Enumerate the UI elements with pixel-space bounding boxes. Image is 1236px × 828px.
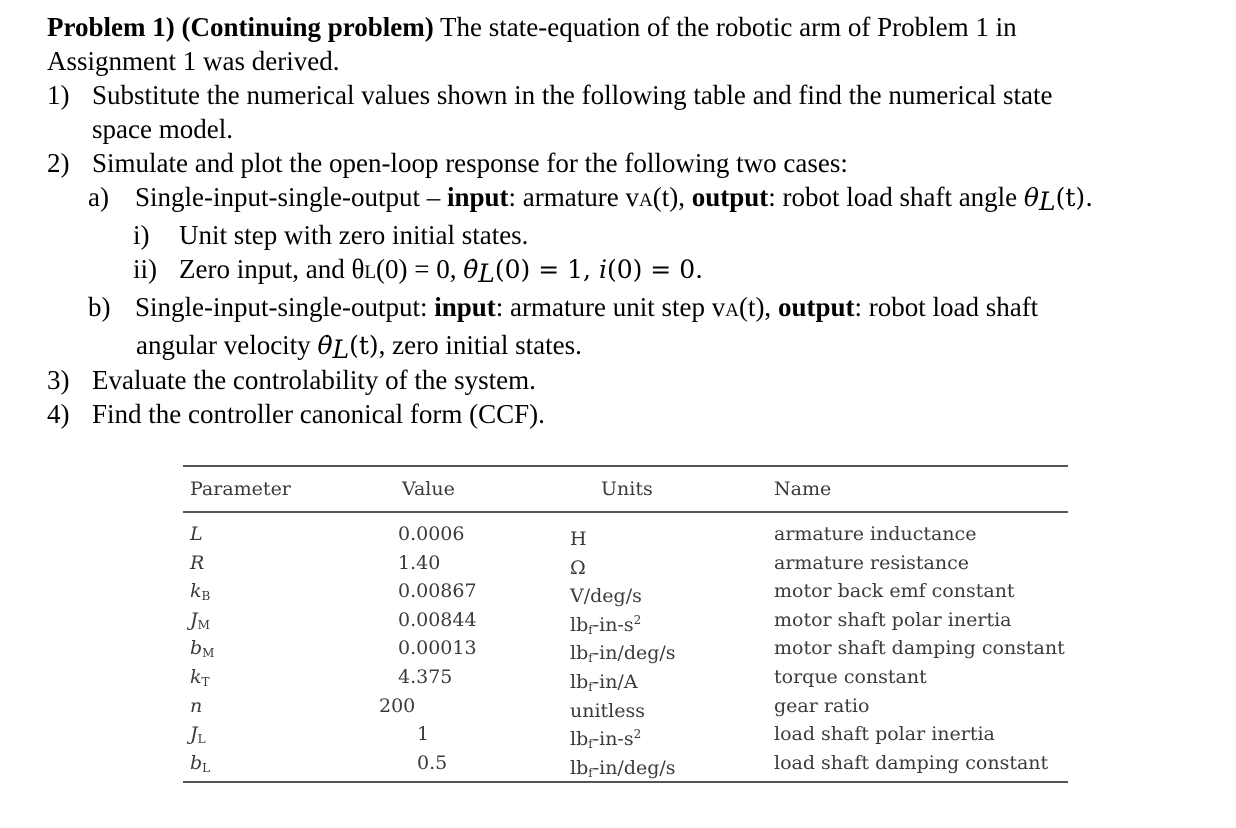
case-a-ii-mid: (0) = 0, [376, 254, 464, 284]
problem-intro-line-2 [47, 44, 1227, 78]
units-part-unit: H [570, 528, 587, 550]
case-b-pre: Single-input-single-output: [135, 292, 435, 322]
units-part-unit-sub: f [588, 737, 593, 751]
item-4 [47, 397, 1227, 431]
item-1-continued [47, 112, 1227, 146]
parameter-subscript: M [202, 646, 215, 660]
table-cell-name: load shaft polar inertia [774, 723, 995, 745]
case-a-ii-math-tail: (0) = 1, 𝑖(0) = 0. [494, 255, 704, 284]
table-cell-parameter [190, 665, 210, 694]
case-b-symbol-tail: (t) [349, 331, 379, 360]
units-part-unit: lb [570, 671, 589, 693]
units-part-unit: unitless [570, 700, 646, 722]
case-a-ii-pre: Zero input, and θ [179, 254, 365, 284]
units-part-unit-tail: -in-s [592, 614, 634, 636]
case-b-post: : robot load shaft [854, 292, 1039, 322]
units-part-unit-sub: f [588, 623, 593, 637]
table-cell-value: 0.00013 [398, 637, 477, 659]
case-b-line2-post: , zero initial states. [378, 330, 582, 360]
units-part-unit: lb [570, 614, 589, 636]
parameter-symbol: b [190, 637, 203, 659]
case-a-ii-number: ii) [133, 254, 157, 284]
table-cell-value: 4.375 [398, 666, 453, 688]
problem-intro-1: The state-equation of the robotic arm of Problem 1 in [433, 12, 1017, 42]
item-1-text-1: Substitute the numerical values shown in the following table and find the numerical state [92, 80, 1053, 110]
header-units: Units [601, 478, 653, 500]
header-name: Name [774, 478, 832, 500]
case-a-mid: : armature v [508, 182, 639, 212]
case-a-output-label: output [691, 182, 769, 212]
case-a-pre: Single-input-single-output – [135, 182, 447, 212]
header-parameter: Parameter [190, 478, 291, 500]
table-cell-name: load shaft damping constant [774, 752, 1049, 774]
units-part-unit: Ω [570, 557, 586, 579]
header-value: Value [402, 478, 455, 500]
parameter-symbol: L [190, 523, 203, 545]
table-cell-name: armature resistance [774, 552, 969, 574]
units-part-unit: lb [570, 728, 589, 750]
case-a-mid-sub: A [638, 190, 653, 211]
problem-statement [47, 10, 1227, 431]
units-part-unit-tail: -in/deg/s [592, 642, 676, 664]
units-part-unit: lb [570, 757, 589, 779]
case-a-input-label: input [446, 182, 509, 212]
parameter-subscript: T [201, 675, 210, 689]
case-a-post: : robot load shaft angle [768, 182, 1024, 212]
parameter-subscript: L [197, 732, 206, 746]
table-cell-parameter [190, 722, 206, 751]
table-cell-value: 200 [379, 695, 416, 717]
units-part-unit-sub: f [588, 680, 593, 694]
units-part-unit-tail: -in-s [592, 728, 634, 750]
table-header-rule [183, 511, 1068, 513]
case-b-mid-sub: A [725, 300, 739, 321]
item-1-number: 1) [47, 80, 70, 110]
table-top-rule [183, 465, 1068, 467]
item-4-number: 4) [47, 399, 70, 429]
case-a [47, 180, 1227, 218]
problem-intro-2: Assignment 1 was derived. [47, 46, 340, 76]
item-3 [47, 363, 1227, 397]
units-part-unit: lb [570, 642, 589, 664]
case-a-symbol-sub: L [1038, 187, 1056, 216]
case-b-continued [47, 328, 1227, 363]
units-part-unit-tail: -in/A [592, 671, 638, 693]
table-bottom-rule [183, 781, 1068, 783]
table-cell-parameter [190, 636, 214, 665]
parameter-subscript: M [197, 618, 210, 632]
table-cell-parameter [190, 522, 203, 551]
case-b-symbol: θ̇ [317, 331, 333, 360]
parameter-subscript: B [201, 589, 211, 603]
parameter-symbol: R [190, 552, 205, 574]
table-cell-value: 1 [417, 723, 430, 745]
case-a-ii-math: θ̇ [463, 255, 479, 284]
table-cell-name: gear ratio [774, 695, 870, 717]
units-part-unit-sup: 2 [633, 727, 642, 741]
table-cell-parameter [190, 751, 210, 780]
parameter-symbol: k [190, 666, 202, 688]
case-b [47, 290, 1227, 328]
case-a-symbol: θ [1023, 183, 1039, 212]
item-1-text-2: space model. [92, 114, 233, 144]
table-cell-parameter [190, 608, 210, 637]
case-b-line2-pre: angular velocity [136, 330, 318, 360]
table-cell-value: 0.0006 [398, 523, 465, 545]
item-2-number: 2) [47, 148, 70, 178]
units-part-unit: V/deg/s [570, 585, 642, 607]
case-a-ii-math-sub: L [478, 259, 495, 288]
case-b-input-label: input [434, 292, 496, 322]
parameter-symbol: J [190, 609, 198, 631]
table-cell-value: 0.00867 [398, 580, 477, 602]
case-b-symbol-sub: L [332, 335, 350, 364]
parameter-symbol: n [190, 695, 203, 717]
table-cell-parameter [190, 579, 210, 608]
item-2-text-1: Simulate and plot the open-loop response for the following two cases: [92, 148, 848, 178]
parameter-symbol: J [190, 723, 198, 745]
table-cell-name: motor shaft polar inertia [774, 609, 1012, 631]
case-b-number: b) [88, 292, 111, 322]
units-part-unit-tail: -in/deg/s [592, 757, 676, 779]
case-b-mid2: (t), [738, 292, 778, 322]
case-a-i-number: i) [133, 220, 150, 250]
item-3-text-1: Evaluate the controlability of the system. [92, 365, 536, 395]
units-part-unit-sub: f [588, 766, 593, 780]
case-b-output-label: output [777, 292, 855, 322]
parameter-subscript: L [202, 761, 211, 775]
table-cell-value: 0.00844 [398, 609, 477, 631]
case-b-mid: : armature unit step v [495, 292, 726, 322]
problem-header-line [47, 10, 1227, 44]
table-cell-parameter [190, 551, 204, 580]
table-cell-name: torque constant [774, 666, 927, 688]
parameter-symbol: k [190, 580, 202, 602]
table-cell-name: motor back emf constant [774, 580, 1015, 602]
case-a-i [47, 218, 1227, 252]
case-a-symbol-tail: (t). [1055, 183, 1094, 212]
table-cell-value: 1.40 [398, 552, 441, 574]
table-cell-name: motor shaft damping constant [774, 637, 1065, 659]
table-cell-name: armature inductance [774, 523, 977, 545]
parameter-symbol: b [190, 752, 203, 774]
item-4-text-1: Find the controller canonical form (CCF). [92, 399, 545, 429]
case-a-i-text: Unit step with zero initial states. [179, 220, 529, 250]
units-part-unit-sup: 2 [633, 613, 642, 627]
case-a-number: a) [88, 182, 109, 212]
case-a-mid2: (t), [652, 182, 692, 212]
table-cell-units [570, 751, 676, 785]
item-1 [47, 78, 1227, 112]
item-2 [47, 146, 1227, 180]
case-a-ii-sub: L [364, 262, 376, 283]
case-a-ii [47, 252, 1227, 290]
table-cell-value: 0.5 [417, 752, 448, 774]
table-cell-parameter [190, 694, 202, 723]
problem-title: Problem 1) (Continuing problem) [47, 12, 434, 42]
units-part-unit-sub: f [588, 651, 593, 665]
item-3-number: 3) [47, 365, 70, 395]
